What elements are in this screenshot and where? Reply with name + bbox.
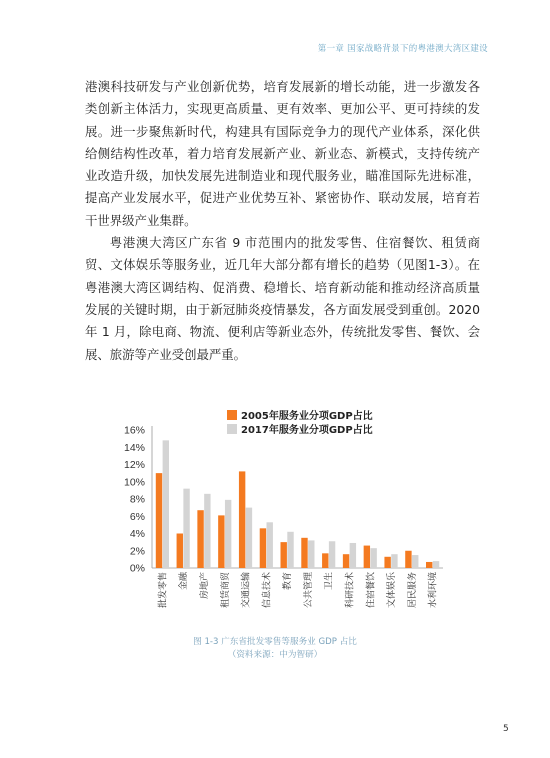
bar-2005 [322,553,328,568]
caption-source: （资料来源：中为智研） [227,650,323,660]
bar-2017 [308,540,314,568]
bar-2017 [370,548,376,568]
bar-2005 [197,510,203,568]
y-tick-label: 14% [123,441,145,454]
gdp-share-chart [112,408,446,630]
bar-2017 [267,522,273,568]
x-tick-label: 公共管理 [303,572,314,609]
y-tick-label: 8% [129,493,145,506]
bar-2005 [239,471,245,568]
x-tick-label: 水利环境 [428,572,439,609]
bar-2017 [246,508,252,568]
bar-2017 [433,561,439,568]
bar-2005 [301,538,307,568]
bar-2017 [350,543,356,568]
y-tick-label: 12% [123,459,145,471]
caption-title: 图 1-3 广东省批发零售等服务业 GDP 占比 [193,637,357,647]
legend-label: 2005年服务业分项GDP占比 [241,411,373,422]
y-tick-label: 2% [129,545,145,558]
chart-svg [112,408,446,630]
x-tick-label: 居民服务 [407,572,418,609]
bar-2017 [225,500,231,568]
bar-2005 [281,542,287,568]
x-tick-label: 金融 [179,572,190,591]
x-tick-label: 科研技术 [345,572,356,609]
x-tick-label: 信息技术 [262,572,273,609]
bar-2005 [343,554,349,568]
bar-2005 [364,546,370,568]
bar-2017 [183,489,189,568]
bar-2005 [218,515,224,568]
running-header: 第一章 国家战略背景下的粤港澳大湾区建设 [317,44,488,54]
x-tick-label: 文体娱乐 [387,572,398,609]
x-tick-label: 教育 [283,572,294,591]
legend-label: 2017年服务业分项GDP占比 [241,425,373,436]
x-tick-label: 租赁商贸 [220,572,231,609]
bar-2005 [426,562,432,568]
figure-caption [0,636,550,662]
bar-2005 [384,557,390,568]
bar-2005 [156,473,162,568]
bar-2017 [204,494,210,568]
bar-2017 [163,440,169,568]
x-tick-label: 房地产 [199,572,210,600]
y-tick-label: 6% [129,510,145,523]
x-tick-label: 住宿餐饮 [366,572,377,609]
paragraph-2: 粤港澳大湾区广东省 9 市范围内的批发零售、住宿餐饮、租赁商贸、文体娱乐等服务业，近几年大部分都有增长的趋势（见图1-3）。在粤港澳大湾区调结构、促消费、稳增长、培育新动能和推动经济高质量发展的关键时期，由于新冠肺炎疫情暴发，各方面发展受到重创。2020 年 1 月，除电商、物流、便利店等新业态外，传统批发零售、餐饮、会展、旅游等产业受创最严重。 [85,235,480,362]
bar-2005 [405,551,411,568]
y-tick-label: 16% [123,424,145,437]
bar-2017 [329,541,335,568]
bar-2017 [412,555,418,568]
x-tick-label: 批发零售 [158,572,169,609]
bar-2017 [287,532,293,568]
bar-2005 [260,528,266,568]
bar-2017 [391,554,397,568]
legend-swatch [227,424,237,434]
page-number: 5 [503,724,509,734]
y-tick-label: 4% [129,528,145,540]
y-tick-label: 10% [123,476,145,489]
body-text [85,76,480,366]
y-tick-label: 0% [129,562,145,575]
bar-2005 [177,534,183,569]
paragraph-1: 港澳科技研发与产业创新优势，培育发展新的增长动能，进一步激发各类创新主体活力，实现更高质量、更有效率、更加公平、更可持续的发展。进一步聚焦新时代，构建具有国际竞争力的现代产业体系，深化供给侧结构性改革，着力培育发展新产业、新业态、新模式，支持传统产业改造升级，加快发展先进制造业和现代服务业，瞄准国际先进标准，提高产业发展水平，促进产业优势互补、紧密协作、联动发展，培育若干世界级产业集群。 [85,79,480,228]
x-tick-label: 卫生 [324,572,335,591]
x-tick-label: 交通运输 [241,572,252,609]
legend-swatch [227,410,237,420]
